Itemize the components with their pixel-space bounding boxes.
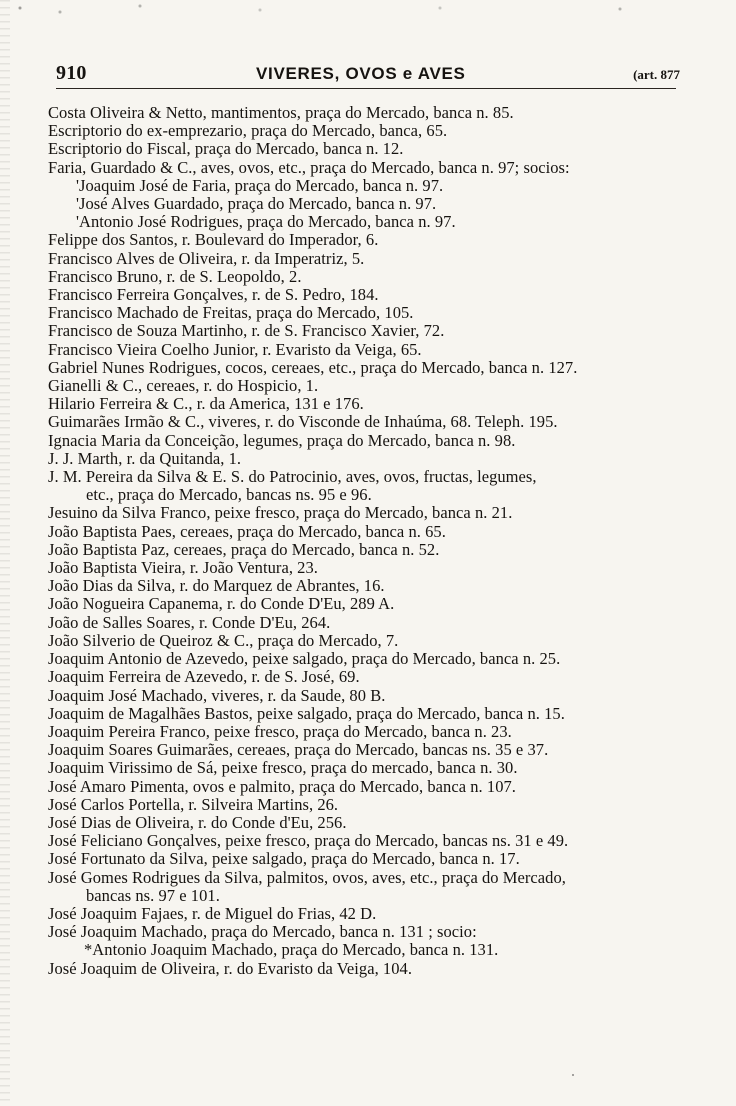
article-reference: (art. 877	[633, 67, 680, 82]
page-header	[56, 62, 680, 86]
directory-entry: Escriptorio do ex-emprezario, praça do Mercado, banca, 65.	[48, 121, 448, 141]
directory-entry: João Baptista Vieira, r. João Ventura, 23.	[48, 558, 318, 578]
directory-entry: Joaquim Virissimo de Sá, peixe fresco, praça do mercado, banca n. 30.	[48, 758, 518, 778]
directory-entry: Joaquim Pereira Franco, peixe fresco, praça do Mercado, banca n. 23.	[48, 721, 512, 741]
entry-line: J. M. Pereira da Silva & E. S. do Patrocinio, aves, ovos, fructas, legumes,	[48, 467, 537, 487]
directory-entry: João Baptista Paes, cereaes, praça do Mercado, banca n. 65.	[48, 521, 446, 541]
directory-entry: José Joaquim Machado, praça do Mercado, banca n. 131 ; socio:	[48, 922, 477, 942]
directory-entry: Joaquim Soares Guimarães, cereaes, praça do Mercado, bancas ns. 35 e 37.	[48, 740, 549, 760]
directory-entry: Francisco Machado de Freitas, praça do Mercado, 105.	[48, 303, 414, 323]
directory-entry: Joaquim Antonio de Azevedo, peixe salgado, praça do Mercado, banca n. 25.	[48, 649, 561, 669]
directory-entry: Joaquim de Magalhães Bastos, peixe salgado, praça do Mercado, banca n. 15.	[48, 703, 565, 723]
directory-entry: José Feliciano Gonçalves, peixe fresco, praça do Mercado, bancas ns. 31 e 49.	[48, 831, 569, 851]
directory-entry: João de Salles Soares, r. Conde D'Eu, 264.	[48, 612, 331, 632]
directory-entry: José Fortunato da Silva, peixe salgado, praça do Mercado, banca n. 17.	[48, 849, 520, 869]
directory-entry: Francisco de Souza Martinho, r. de S. Francisco Xavier, 72.	[48, 321, 445, 341]
directory-entry: José Joaquim Fajaes, r. de Miguel do Frias, 42 D.	[48, 903, 377, 923]
partner-entry: 'Antonio José Rodrigues, praça do Mercado, banca n. 97.	[76, 212, 456, 232]
scan-speck	[572, 1074, 574, 1076]
entry-continuation: etc., praça do Mercado, bancas ns. 95 e 96.	[86, 485, 372, 505]
header-rule	[56, 88, 676, 89]
directory-entry: Jesuino da Silva Franco, peixe fresco, praça do Mercado, banca n. 21.	[48, 503, 513, 523]
directory-entry: José Dias de Oliveira, r. do Conde d'Eu, 256.	[48, 812, 347, 832]
section-title: VIVERES, OVOS e AVES	[256, 64, 466, 83]
directory-entry: Gianelli & C., cereaes, r. do Hospicio, 1.	[48, 376, 319, 396]
directory-entry: Francisco Vieira Coelho Junior, r. Evaristo da Veiga, 65.	[48, 339, 422, 359]
directory-entry: Ignacia Maria da Conceição, legumes, praça do Mercado, banca n. 98.	[48, 430, 516, 450]
directory-entry: Faria, Guardado & C., aves, ovos, etc., praça do Mercado, banca n. 97; socios:	[48, 157, 570, 177]
directory-entry: Hilario Ferreira & C., r. da America, 131 e 176.	[48, 394, 364, 414]
directory-entry: João Dias da Silva, r. do Marquez de Abrantes, 16.	[48, 576, 385, 596]
directory-entry: Joaquim Ferreira de Azevedo, r. de S. José, 69.	[48, 667, 360, 687]
directory-entry: João Baptista Paz, cereaes, praça do Mercado, banca n. 52.	[48, 539, 440, 559]
directory-entry: João Silverio de Queiroz & C., praça do Mercado, 7.	[48, 630, 399, 650]
directory-entry: Felippe dos Santos, r. Boulevard do Imperador, 6.	[48, 230, 379, 250]
directory-entry: João Nogueira Capanema, r. do Conde D'Eu, 289 A.	[48, 594, 395, 614]
partner-entry: 'José Alves Guardado, praça do Mercado, banca n. 97.	[76, 194, 437, 214]
directory-entry	[48, 468, 688, 504]
directory-entries	[48, 104, 688, 978]
page-number: 910	[56, 62, 87, 84]
directory-entry: Francisco Alves de Oliveira, r. da Imperatriz, 5.	[48, 248, 365, 268]
directory-entry: Francisco Ferreira Gonçalves, r. de S. Pedro, 184.	[48, 285, 379, 305]
directory-entry: Guimarães Irmão & C., viveres, r. do Visconde de Inhaúma, 68. Teleph. 195.	[48, 412, 558, 432]
partner-entry: *Antonio Joaquim Machado, praça do Mercado, banca n. 131.	[84, 940, 499, 960]
partner-entry: 'Joaquim José de Faria, praça do Mercado, banca n. 97.	[76, 175, 444, 195]
directory-entry	[48, 869, 688, 905]
directory-entry: José Joaquim de Oliveira, r. do Evaristo da Veiga, 104.	[48, 958, 413, 978]
directory-entry: Costa Oliveira & Netto, mantimentos, praça do Mercado, banca n. 85.	[48, 103, 514, 122]
directory-entry: Gabriel Nunes Rodrigues, cocos, cereaes, etc., praça do Mercado, banca n. 127.	[48, 357, 578, 377]
directory-entry: J. J. Marth, r. da Quitanda, 1.	[48, 448, 242, 468]
scan-noise	[0, 0, 736, 36]
directory-entry: José Carlos Portella, r. Silveira Martins, 26.	[48, 794, 339, 814]
directory-entry: José Amaro Pimenta, ovos e palmito, praça do Mercado, banca n. 107.	[48, 776, 516, 796]
directory-entry: Francisco Bruno, r. de S. Leopoldo, 2.	[48, 266, 302, 286]
page-edge-shadow	[0, 0, 10, 1106]
entry-line: José Gomes Rodrigues da Silva, palmitos, ovos, aves, etc., praça do Mercado,	[48, 867, 566, 887]
entry-continuation: bancas ns. 97 e 101.	[86, 885, 220, 905]
directory-entry: Escriptorio do Fiscal, praça do Mercado, banca n. 12.	[48, 139, 404, 159]
directory-entry: Joaquim José Machado, viveres, r. da Saude, 80 B.	[48, 685, 386, 705]
